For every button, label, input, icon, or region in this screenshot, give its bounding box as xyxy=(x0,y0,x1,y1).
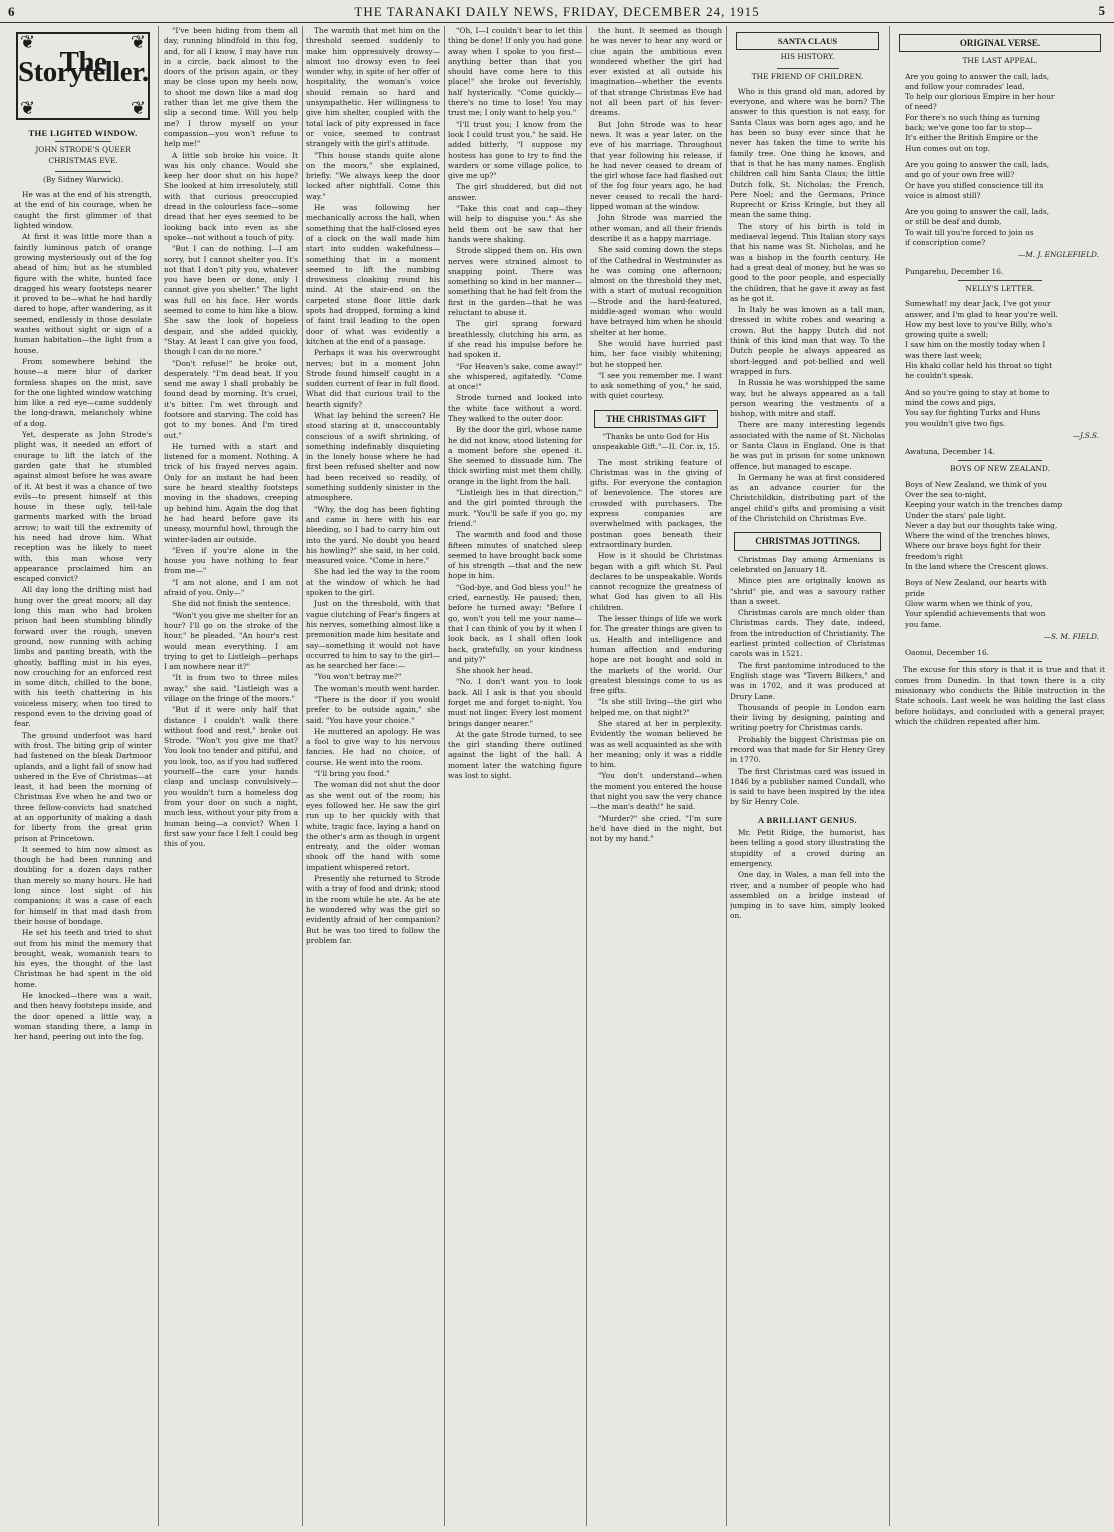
paragraph: How is it should be Christmas began with a gift which St. Paul declares to be unspeakable. Words cannot recognize the greatness of what God has given to all His children. xyxy=(590,551,722,612)
poem-line: and go of your own free will? xyxy=(905,170,1015,180)
poem-line: Where the wind of the trenches blows, xyxy=(905,531,1051,541)
poem-line: Are you going to answer the call, lads, xyxy=(905,159,1050,169)
paragraph: "There is the door if you would prefer to be outside again," she said. "You have your choice." xyxy=(306,695,440,725)
poem-line: he couldn't speak. xyxy=(905,371,974,381)
paragraph: The story of his birth is told in mediaeval legend. This Italian story says that his name was St. Nicholas, and he was a bishop in the fourth century. He had a great deal of money, but he was so good to the poor people, and especially the children, that he gave it away as fast as he got it. xyxy=(730,221,885,303)
paragraph: Just on the threshold, with that vague clutching of Fear's fingers at his nerves, something almost like a premonition made him hesitate and say—something it would not have occurred to him to say to the girl—as he searched her face:— xyxy=(306,599,440,671)
paragraph: Mince pies are originally known as "shrid" pie, and was a savoury rather than a sweet. xyxy=(730,576,885,606)
section-heading: The Storyteller. xyxy=(18,46,149,89)
paragraph: The woman's mouth went harder. xyxy=(314,683,440,693)
paragraph: The most striking feature of Christmas was in the giving of gifts. For everyone the contagion of benevolence. The stores are crowded with purchasers. The express companies are overwhelmed with packages, the postman goes beneath their extraordinary burden. xyxy=(590,457,722,549)
paragraph: "Murder?" she cried. "I'm sure he'd have died in the night, but not by my hand." xyxy=(590,813,722,844)
poem-line: Somewhat! my dear Jack, I've got your xyxy=(905,299,1051,309)
paragraph: Who is this grand old man, adored by everyone, and where was he born? The answer to this question is not easy, for Santa Claus was born ages ago, and he has been so busy ever since that he never has taken the time to write his family tree. One thing he knows, and that is that he has many names. English children call him Santa Claus; the little Dutch folk, St. Nicholas; the French, Pere Noel; and the Germans, Prince Ruprecht or Kriss Kringle, but they all mean the same thing. xyxy=(730,86,885,220)
poem-title: THE LAST APPEAL. xyxy=(962,56,1038,66)
paragraph: All day long the drifting mist had hung over the great moors; all day long this man who had broken prison had been stumbling blindly forward over the rough, uneven ground, now running with aching limbs and panting breath, with the ghostly, baffling mist in his eyes, now crouching for an enforced rest in some ditch, chilled to the bone, with his teeth chattering in his voiceless misery, when too tired to respond even to the driving goad of fear. xyxy=(14,585,152,729)
divider xyxy=(55,141,110,142)
paragraph: Christmas carols are much older than Christmas cards. They date, indeed, from the introduction of Christianity. The earliest printed collection of Christmas carols was in 1521. xyxy=(730,608,885,659)
poem-line: Boys of New Zealand, we think of you xyxy=(905,479,1047,489)
paragraph: Mr. Petit Ridge, the humorist, has been telling a good story illustrating the stupidity of a crowd during an emergency. xyxy=(730,828,885,868)
column-storyteller xyxy=(14,26,152,1526)
paragraph: He muttered an apology. He was a fool to give way to his nervous fancies. He had no choice, of course. He went into the room. xyxy=(306,726,440,767)
ornament-icon: ❦ xyxy=(20,98,36,119)
paragraph: "Won't you give me shelter for an hour? I'll go on the stroke of the hour," he pleaded. "An hour's rest would mean everything. I am trying to get to Listleigh—perhaps I am nowhere near it?" xyxy=(164,610,298,672)
poem-line: Never a day but our thoughts take wing, xyxy=(905,520,1058,530)
paragraph: "Listleigh lies in that direction," and the girl pointed through the murk. "You'll be safe if you go, my friend." xyxy=(448,488,582,528)
poem-line: I saw him on the mostly today when I xyxy=(905,340,1046,350)
paragraph: The excuse for this story is that it is true and that it comes from Dunedin. In that town there is a city missionary who conducts the Bible instruction in the State schools. Last week he was holding the last class before holidays, and concluded with a general prayer, which the children repeated after him. xyxy=(895,665,1105,726)
poem-line: if conscription come? xyxy=(905,238,986,248)
paragraph: She had led the way to the room at the window of which he had spoken to the girl. xyxy=(306,567,440,598)
paragraph: She would have hurried past him, her face visibly whitening; but he stopped her. xyxy=(590,338,722,369)
poem-signature: —M. J. ENGLEFIELD. xyxy=(1017,250,1099,260)
poem xyxy=(895,72,1105,249)
paragraph: "Why, the dog has been fighting and came in here with his ear bleeding, so I had to carry him out into the yard. No doubt you heard his howling?" she said, in her cold, measured voice. "Come in here." xyxy=(306,504,440,566)
paragraph: Perhaps it was his overwrought nerves; but in a moment John Strode found himself caught in a sudden current of fear in full flood. What did that curious trail to the hearth signify? xyxy=(306,348,440,409)
christmas-jottings-heading: CHRISTMAS JOTTINGS. xyxy=(734,532,881,550)
poem-line: you wouldn't give two figs. xyxy=(905,418,1006,428)
paragraph: By the door the girl, whose name he did not know, stood listening for a moment before she opened it. She seemed to dissuade him. The thick swirling mist met them chilly, orange in the light from the hall. xyxy=(448,425,582,486)
paragraph: Yet, desperate as John Strode's plight was, it needed an effort of courage to lift the latch of the garden gate that he stumbled against almost before he was aware of it. At best it was a chance of two evils—to present himself at this house in these ugly, tell-tale garments marked with the broad arrow; to wait till the extremity of his need had drove him. What reception was he likely to meet with, this man whose very appearance proclaimed him an escaped convict? xyxy=(14,430,152,584)
poem-line: Glow warm when we think of you, xyxy=(905,598,1033,608)
column-story-end-and-gift xyxy=(590,26,722,1526)
poem-line: Your splendid achievements that won xyxy=(905,609,1046,619)
paragraph: She did not finish the sentence. xyxy=(172,599,291,609)
paragraph: "This house stands quite alone on the moors," she explained, briefly. "We always keep the door locked after nightfall. Come this way." xyxy=(306,150,440,201)
divider xyxy=(55,171,110,172)
poem-line: To wait till you're forced to join us xyxy=(905,227,1034,237)
poem-line: freedom's right xyxy=(905,551,963,561)
christmas-gift-heading: THE CHRISTMAS GIFT xyxy=(594,410,718,428)
masthead xyxy=(0,0,1114,23)
poem-line: back; we've gone too far to stop— xyxy=(905,123,1033,133)
poem-line: answer, and I'm glad to hear you're well. xyxy=(905,309,1058,319)
poem-title: BOYS OF NEW ZEALAND. xyxy=(950,464,1050,474)
paragraph: A little sob broke his voice. It was his only chance. Would she keep her door shut on his hope? She looked at him irresolutely, still with that curious preoccupied dread in the colourless face—some dread that her eyes seemed to be looking back into even as she spoke—not without a touch of pity. xyxy=(164,150,298,242)
divider xyxy=(958,280,1042,281)
poem-line: In the land where the Crescent glows. xyxy=(905,562,1049,572)
paragraph: He was at the end of his strength, at the end of his courage, when he caught the first glimmer of that lighted window. xyxy=(14,190,152,231)
poem-line: It's either the British Empire or the xyxy=(905,133,1038,143)
ornament-icon: ❦ xyxy=(130,98,146,119)
paragraph: Strode turned and looked into the white face without a word. They walked to the outer door. xyxy=(448,393,582,423)
brilliant-genius-heading: A BRILLIANT GENIUS. xyxy=(758,814,857,825)
paragraph: "It is from two to three miles away," she said. "Listleigh was a village on the fringe of the moors." xyxy=(164,673,298,703)
poem-line: Or have you stifled conscience till its xyxy=(905,180,1044,190)
paragraph: "No. I don't want you to look back. All I ask is that you should forget me and forget to-night. You must not linger. Every lost moment brings danger nearer." xyxy=(448,677,582,728)
paragraph: Christmas Day among Armenians is celebrated on January 18. xyxy=(730,554,885,574)
paragraph: She stared at her in perplexity. Evidently the woman believed he was as well acquainted as she with her meaning; only it was a riddle to him. xyxy=(590,719,722,770)
poem-line: pride xyxy=(905,588,925,598)
paragraph: The girl shuddered, but did not answer. xyxy=(448,182,582,202)
poem-line: For there's no such thing as turning xyxy=(905,112,1040,122)
paragraph: She said coming down the steps of the Cathedral in Westminster as he was coming one afternoon; almost on the threshold they met, with a start of mutual recognition—Strode and the hard-featured, middle-aged woman who would have betrayed him when he should shelter at her home. xyxy=(590,245,722,337)
column-rule xyxy=(444,26,445,1526)
divider xyxy=(958,460,1042,461)
divider xyxy=(777,68,839,69)
ornament-icon: ❦ xyxy=(130,32,146,53)
poem-place: Awatuna, December 14. xyxy=(905,447,995,457)
poem-signature: —S. M. FIELD. xyxy=(1043,631,1099,641)
santa-subheading: HIS HISTORY. xyxy=(780,52,835,62)
poem-line: growing quite a swell; xyxy=(905,330,989,340)
story-subtitle: JOHN STRODE'S QUEER CHRISTMAS EVE. xyxy=(35,145,131,165)
paragraph: There are many interesting legends associated with the name of St. Nicholas or Santa Claus in England. One is that he was put in prison for some unknown offence, but managed to escape. xyxy=(730,420,885,471)
paragraph: "Even if you're alone in the house you have nothing to fear from me—" xyxy=(164,545,298,576)
column-rule xyxy=(302,26,303,1526)
poem-title: NELLY'S LETTER. xyxy=(965,283,1035,293)
paragraph: "I see you remember me. I want to ask something of you," he said, with quiet courtesy. xyxy=(590,370,722,401)
poem-signature: —J.S.S. xyxy=(1072,430,1099,440)
column-story-continued xyxy=(306,26,440,1526)
paragraph: "I'll trust you; I know from the look I could trust you," he said. He added bitterly, "I suppose my hostess has gone to try to find the warders or some village police, to give me up?" xyxy=(448,119,582,181)
page-number: 6 xyxy=(8,4,16,19)
poem-line: You say for fighting Turks and Huns xyxy=(905,408,1041,418)
paragraph: One day, in Wales, a man fell into the river, and a number of people who had assembled on a bridge instead of jumping in to save him, simply looked on. xyxy=(730,870,885,921)
story-title: THE LIGHTED WINDOW. xyxy=(28,128,138,138)
paragraph: "But I can do nothing. I—I am sorry, but I cannot shelter you. It's not that I don't pity you, whatever you have been or done, only I cannot give you shelter." The light was full on his face. Her words seemed to come to him like a blow. She saw the look of hopeless despair, and she added quickly, "Stay. At least I can give you food, though I can do no more." xyxy=(164,244,298,357)
epigraph: "Thanks be unto God for His unspeakable Gift."—II. Cor. ix, 15. xyxy=(592,431,720,452)
column-story-continued xyxy=(448,26,582,1526)
paragraph: "You won't betray me?" xyxy=(314,672,402,682)
paragraph: He knocked—there was a wait, and then heavy footsteps inside, and the door opened a little way, a woman standing there, a lamp in her hand, peering out into the fog. xyxy=(14,991,152,1042)
paragraph: "Don't refuse!" he broke out, desperately. "I'm dead beat. If you send me away I shall probably be found dead by morning. It's cruel, it's bitter. I'm wet through and footsore and starving. The cold has got to my bones. And I'm tired out." xyxy=(164,358,298,440)
paragraph: "You don't understand—when the moment you entered the house that night you saw the very chance—the man's death!" he said. xyxy=(590,771,722,812)
paragraph: The lesser things of life we work for. The greater things are given to us. Health and intelligence and human affection and enduring hope are not bought and sold in the markets of the world. Our greatest blessings come to us as free gifts. xyxy=(590,614,722,696)
poem-line: Boys of New Zealand, our hearts with xyxy=(905,578,1047,588)
paragraph: "I am not alone, and I am not afraid of you. Only—" xyxy=(164,577,298,598)
paragraph: The warmth that met him on the threshold seemed suddenly to make him oppressively drowsy—almost too drowsy even to feel wonder why, in spite of her offer of hospitality, the woman's voice should remain so hard and unsympathetic. Her willingness to give him shelter, coupled with the total lack of pity expressed in face or voice, seemed to contrast strangely with the girl's attitude. xyxy=(306,26,440,149)
poem xyxy=(895,299,1105,429)
paragraph: Thousands of people in London earn their living by designing, painting and writing poetry for Christmas cards. xyxy=(730,702,885,733)
paragraph: He set his teeth and tried to shut out from his mind the memory that brought, weak, womanish tears to his eyes, the thought of the last Christmas he had spent in the old home. xyxy=(14,928,152,989)
paragraph: "For Heaven's sake, come away!" she whispered, agitatedly. "Come at once!" xyxy=(448,361,582,392)
paragraph: At the gate Strode turned, to see the girl standing there outlined against the light of the hall. A moment later the watching figure was lost to sight. xyxy=(448,729,582,781)
poem-line: Under the stars' pale light. xyxy=(905,510,1007,520)
paragraph: He was following her mechanically across the hall, when something that the half-closed eyes of a clock on the wall made him start into sudden wakefulness—something that in a moment seemed to lift the numbing drowsiness cloaking round his mind. At the stair-end on the carpeted stone floor little dark spots had dropped, forming a kind of faint trail leading to the open door of what was evidently a kitchen at the end of a passage. xyxy=(306,203,440,346)
poem-line: And so you're going to stay at home to xyxy=(905,387,1050,397)
column-story-continued xyxy=(164,26,298,1526)
poem-line: was there last week; xyxy=(905,350,983,360)
page-mark: 5 xyxy=(1098,3,1106,18)
paragraph: Probably the biggest Christmas pie on record was that made for Sir Henry Grey in 1770. xyxy=(730,734,885,765)
poem xyxy=(895,480,1105,630)
paragraph: In Russia he was worshipped the same way, but he always appeared as a tall person wearing the vestments of a bishop, with mitre and staff. xyxy=(730,378,885,419)
paragraph: In Italy he was known as a tall man, dressed in white robes and wearing a crown. But the happy Dutch did not think of this kind man that way. To the Dutch people he always appeared as short-legged and pot-bellied and well wrapped in furs. xyxy=(730,305,885,376)
santa-subheading: THE FRIEND OF CHILDREN. xyxy=(751,71,864,81)
paragraph: John Strode was married the other woman, and all their friends describe it as a happy marriage. xyxy=(590,213,722,243)
poem-line: To help our glorious Empire in her hour xyxy=(905,92,1055,102)
divider xyxy=(958,661,1042,662)
paragraph: In Germany he was at first considered as an advance courier for the Christchildkin, distributing part of the angel child's gifts and promising a visit of the Christchild on Christmas Eve. xyxy=(730,472,885,524)
paragraph: "Oh, I—I couldn't bear to let this thing be done! If only you had gone away when I spoke to you first—anything better than that you should have come here to this place!" she broke out feverishly, half hysterically. "Come quickly—there's no time to lose! You may trust me; I only want to help you." xyxy=(448,26,582,118)
paragraph: "God-bye, and God bless you!" he cried, earnestly. He paused; then, before he turned away: "Before I go, won't you tell me your name—that I can think of you by it when I look back, as I shall often look back, gratefully, on your kindness and pity?" xyxy=(448,582,582,664)
poem-line: How my best love to you've Billy, who's xyxy=(905,319,1052,329)
paragraph: From somewhere behind the house—a mere blur of darker formless shapes on the mist, save for the one lighted window watching him like a red eye—came suddenly the long-drawn, melancholy whine of a dog. xyxy=(14,356,152,428)
poem-line: Keeping your watch in the trenches damp xyxy=(905,500,1063,510)
poem-line: mind the cows and pigs, xyxy=(905,397,996,407)
paragraph: "I'll bring you food." xyxy=(314,769,390,779)
paragraph: The first pantomime introduced to the English stage was "Tavern Bilkers," and was in 1702, and it was produced at Drury Lane. xyxy=(730,660,885,701)
santa-claus-heading: SANTA CLAUS xyxy=(736,32,879,50)
paragraph: Presently she returned to Strode with a tray of food and drink; stood in the room while he ate. As he ate he wondered why was the girl so evidently afraid of her companion? But he was too tired to follow the problem far. xyxy=(306,874,440,945)
poem-line: Where our brave boys fight for their xyxy=(905,541,1041,551)
paragraph: She shook her head. xyxy=(456,666,533,676)
paragraph: At first it was little more than a faintly luminous patch of orange growing mysteriously out of the fog ahead of him; but as he stumbled figure with the white, hunted face dragged his weary footsteps nearer it proved to be—what he had hardly dared to hope, after wandering, as it seemed, endlessly in those desolate wastes without sight or sign of a human habitation—the light from a house. xyxy=(14,232,152,355)
paragraph: "Is she still living—the girl who helped me, on that night?" xyxy=(590,697,722,717)
poem-line: Are you going to answer the call, lads, xyxy=(905,207,1050,217)
poem-line: of need? xyxy=(905,102,937,112)
column-rule xyxy=(158,26,159,1526)
poem-place: Pungarehu, December 16. xyxy=(905,266,1004,276)
poem-line: Hun comes out on top. xyxy=(905,143,991,153)
poem-line: voice is almost still? xyxy=(905,190,981,200)
poem-line: His khaki collar held his throat so tight xyxy=(905,361,1053,371)
poem-line: you fame. xyxy=(905,619,942,629)
original-verse-heading: ORIGINAL VERSE. xyxy=(899,34,1101,52)
paragraph: Strode slipped them on. His own nerves were strained almost to snapping point. There was something so kind in her manner—something that he had felt from the first in the garden—that he was reluctant to abuse it. xyxy=(448,246,582,318)
paragraph: "I've been hiding from them all day, running blindfold in this fog, and, for all I know, I may have run in a circle, back almost to the doors of the prison again, or they may be close upon my heels now, to shoot me down like a mad dog rather than let me give them the slip a second time. Will you help me? I throw myself on your compassion—you won't refuse to help me!" xyxy=(164,26,298,149)
column-santa-claus xyxy=(730,26,885,1526)
newspaper-title: THE TARANAKI DAILY NEWS, FRIDAY, DECEMBER 24, 1915 xyxy=(354,4,760,19)
paragraph: "Take this coat and cap—they will help to disguise you." As she held them out he saw that her hands were shaking. xyxy=(448,204,582,244)
paragraph: The woman did not shut the door as she went out of the room; his eyes followed her. He saw the girl run up to her quickly with that white, tragic face, laying a hand on the other's arm as though in urgent entreaty, and the older woman shook off the hand with some impatient whispered retort. xyxy=(306,780,440,872)
paragraph: What lay behind the screen? He stood staring at it, unaccountably conscious of a swift shrinking, of something indefinably disquieting in the lonely house where he had first been refused shelter and now had been received so readily, of something suddenly sinister in the atmosphere. xyxy=(306,410,440,503)
paragraph: The girl sprang forward breathlessly, clutching his arm, as if she read his impulse before he had spoken it. xyxy=(448,319,582,360)
column-rule xyxy=(586,26,587,1526)
poem-place: Oaonui, December 16. xyxy=(905,648,990,658)
paragraph: the hunt. It seemed as though he was never to hear any word or clue again the ambitious even wondered whether the girl had ever existed at all outside his imagination—whether the events of that strange Christmas Eve had not all been part of his fever-dreams. xyxy=(590,26,722,118)
poem-line: Over the sea to-night, xyxy=(905,489,987,499)
poem-line: or still be deaf and dumb, xyxy=(905,217,1002,227)
poem-line: Are you going to answer the call, lads, xyxy=(905,71,1050,81)
paragraph: It seemed to him now almost as though he had been running and doubling for a dozen days rather than merely so many hours. He had long since lost sight of his companions; it was a case of each for himself in that mad dash from their house of bondage. xyxy=(14,844,152,926)
paragraph: The warmth and food and those fifteen minutes of snatched sleep seemed to have brought back some of his strength —that and the new hope in him. xyxy=(448,530,582,581)
paragraph: The ground underfoot was hard with frost. The biting grip of winter had fastened on the bleak Dartmoor uplands, and a light fall of snow had ushered in the Eve of Christmas—at least, it had been the morning of Christmas Eve when he and two or three fellow-convicts had snatched at an opportunity of making a dash for liberty from the great grim prison at Princetown. xyxy=(14,730,152,843)
column-rule xyxy=(726,26,727,1526)
poem-line: and follow your comrades' lead, xyxy=(905,81,1025,91)
paragraph: "But if it were only half that distance I couldn't walk there without food and rest," broke out Strode. "Won't you give me that? You look too tender and pitiful, and you look, too, as if you had suffered yourself—the care your hands clasp and unclasp convulsively—you wouldn't turn a homeless dog from your door on such a night, much less, without your pity from a human being—a convict? When I first saw your face I felt I could beg this of you. xyxy=(164,705,298,849)
ornament-icon: ❦ xyxy=(20,32,36,53)
column-original-verse xyxy=(895,26,1105,1526)
paragraph: The first Christmas card was issued in 1846 by a publisher named Cundall, who is said to have been inspired by the idea by Sir Henry Cole. xyxy=(730,766,885,807)
paragraph: He turned with a start and listened for a moment. Nothing. A trick of his frayed nerves again. Only for an instant he had been sure he heard stealthy footsteps moving in the shadows, creeping up behind him. Again the dog that he had heard before gave its uneasy, mournful howl, through the winter-laden air outside. xyxy=(164,441,298,544)
byline: (By Sidney Warwick). xyxy=(42,174,124,184)
paragraph: But John Strode was to hear news. It was a year later, on the eve of his marriage. Throughout that year following his release, if he had never ceased to dream of the girl whose face had flashed out of the fog four years ago, he had never ceased to recall the hard-lipped woman at the window. xyxy=(590,119,722,212)
storyteller-banner xyxy=(16,32,150,120)
column-rule xyxy=(889,26,890,1526)
